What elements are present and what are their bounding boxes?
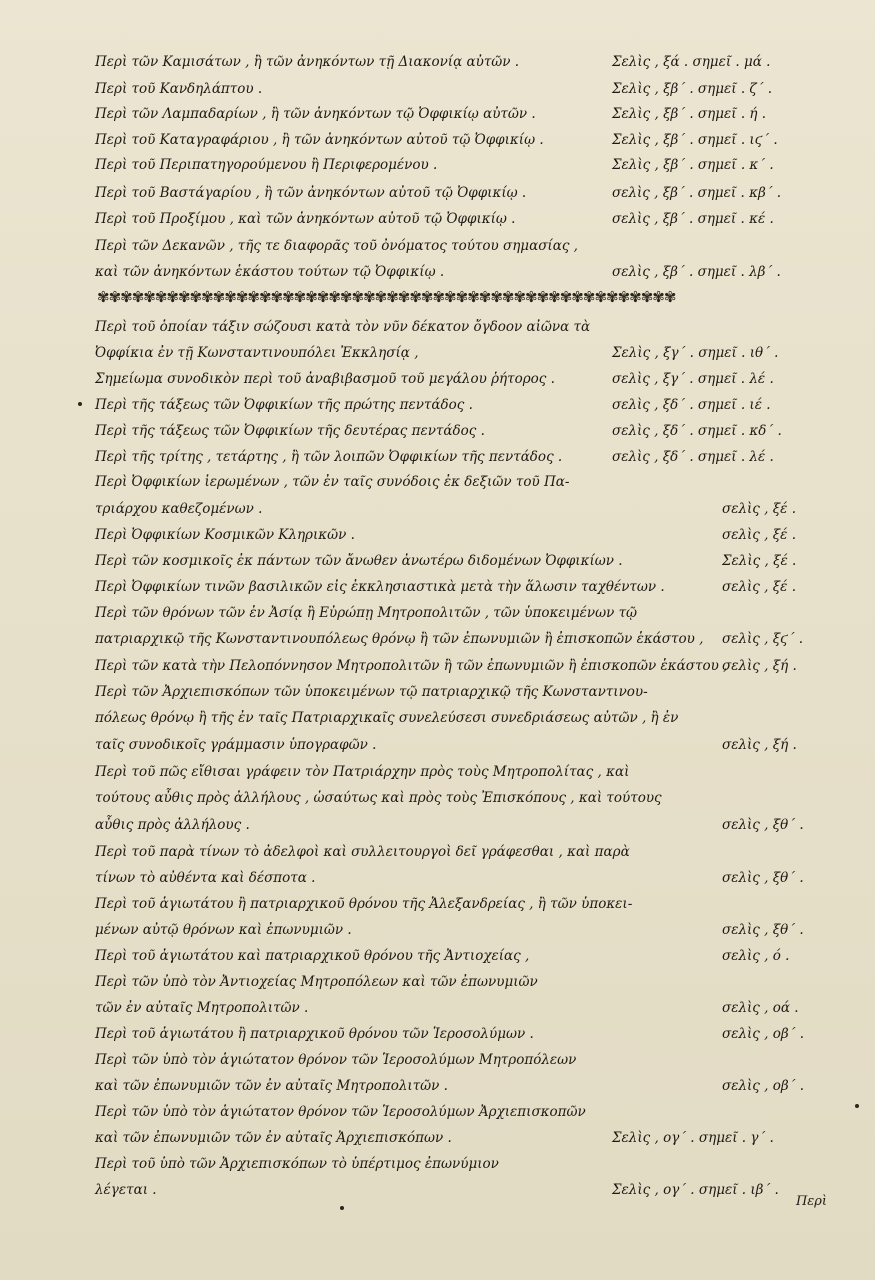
- toc-entry-title: Περὶ τοῦ Βαστάγαρίου , ἢ τῶν ἀνηκόντων αὐτοῦ τῷ Ὀφφικίῳ .: [95, 185, 527, 201]
- toc-entry-page-ref: σελὶς , ξθ΄ .: [722, 817, 804, 833]
- toc-entry: [0, 50, 875, 74]
- toc-entry: [0, 654, 875, 678]
- toc-entry: [0, 575, 875, 599]
- toc-entry: [0, 234, 875, 258]
- toc-entry: [0, 996, 875, 1020]
- toc-entry-title: Περὶ τῆς τάξεως τῶν Ὀφφικίων τῆς πρώτης πεντάδος .: [95, 397, 473, 413]
- toc-entry-page-ref: Σελὶς , ξγ΄ . σημεῖ . ιθ΄ .: [612, 345, 779, 361]
- toc-entry-page-ref: Σελὶς , ογ΄ . σημεῖ . γ΄ .: [612, 1130, 774, 1146]
- toc-entry: [0, 367, 875, 391]
- toc-entry-title: Περὶ τοῦ ὁποίαν τάξιν σώζουσι κατὰ τὸν νῦν δέκατον ὄγδοον αἰῶνα τὰ: [95, 319, 591, 335]
- toc-entry: [0, 627, 875, 651]
- toc-entry: [0, 1074, 875, 1098]
- toc-entry-title: καὶ τῶν ἐπωνυμιῶν τῶν ἐν αὐταῖς Μητροπολιτῶν .: [95, 1078, 448, 1094]
- toc-entry: [0, 393, 875, 417]
- toc-entry-title: Περὶ Ὀφφικίων τινῶν βασιλικῶν εἰς ἐκκλησιαστικὰ μετὰ τὴν ἅλωσιν ταχθέντων .: [95, 579, 665, 595]
- toc-entry-page-ref: σελὶς , ξϛ΄ .: [722, 631, 804, 647]
- toc-entry-title: Περὶ τῶν Καμισάτων , ἢ τῶν ἀνηκόντων τῇ Διακονίᾳ αὐτῶν .: [95, 54, 520, 70]
- toc-entry-title: μένων αὐτῷ θρόνων καὶ ἐπωνυμιῶν .: [95, 922, 352, 938]
- toc-entry-title: Περὶ τοῦ ἁγιωτάτου καὶ πατριαρχικοῦ θρόνου τῆς Ἀντιοχείας ,: [95, 948, 530, 964]
- ornamental-divider: ✾✾✾✾✾✾✾✾✾✾✾✾✾✾✾✾✾✾✾✾✾✾✾✾✾✾✾✾✾✾✾✾✾✾✾✾✾✾✾✾✾✾✾✾✾✾✾✾✾✾: [97, 288, 676, 306]
- toc-entry-title: Περὶ τῶν κοσμικοῖς ἐκ πάντων τῶν ἄνωθεν ἀνωτέρω διδομένων Ὀφφικίων .: [95, 553, 623, 569]
- toc-entry: [0, 77, 875, 101]
- toc-entry: [0, 601, 875, 625]
- toc-entry: [0, 760, 875, 784]
- toc-entry-title: αὖθις πρὸς ἀλλήλους .: [95, 817, 250, 833]
- toc-entry-page-ref: Σελὶς , ξβ΄ . σημεῖ . ιϛ΄ .: [612, 132, 778, 148]
- margin-mark: [340, 1206, 344, 1210]
- toc-entry: [0, 181, 875, 205]
- toc-entry-page-ref: σελὶς , ξέ .: [722, 501, 797, 517]
- toc-entry: [0, 207, 875, 231]
- toc-entry-title: πόλεως θρόνῳ ἢ τῆς ἐν ταῖς Πατριαρχικαῖς συνελεύσεσι συνεδριάσεως αὐτῶν , ἢ ἐν: [95, 710, 679, 726]
- toc-entry: [0, 419, 875, 443]
- toc-entry: [0, 153, 875, 177]
- margin-mark: [78, 402, 82, 406]
- toc-entry-title: καὶ τῶν ἀνηκόντων ἑκάστου τούτων τῷ Ὀφφικίῳ .: [95, 264, 445, 280]
- toc-entry-title: Περὶ τῶν Λαμπαδαρίων , ἢ τῶν ἀνηκόντων τῷ Ὀφφικίῳ αὐτῶν .: [95, 106, 536, 122]
- toc-entry: [0, 341, 875, 365]
- toc-entry-page-ref: σελὶς , ξή .: [722, 737, 797, 753]
- toc-entry-title: Περὶ τοῦ Προξίμου , καὶ τῶν ἀνηκόντων αὐτοῦ τῷ Ὀφφικίῳ .: [95, 211, 516, 227]
- toc-entry: [0, 944, 875, 968]
- toc-entry: [0, 445, 875, 469]
- toc-entry: [0, 1048, 875, 1072]
- toc-entry-page-ref: σελὶς , ξδ΄ . σημεῖ . λέ .: [612, 449, 774, 465]
- toc-entry: [0, 128, 875, 152]
- toc-entry-title: Περὶ τῶν Δεκανῶν , τῆς τε διαφορᾶς τοῦ ὀνόματος τούτου σημασίας ,: [95, 238, 578, 254]
- toc-entry-page-ref: σελὶς , ξβ΄ . σημεῖ . λβ΄ .: [612, 264, 781, 280]
- toc-entry-title: Περὶ τῶν ὑπὸ τὸν Ἀντιοχείας Μητροπόλεων καὶ τῶν ἐπωνυμιῶν: [95, 974, 538, 990]
- toc-entry: [0, 733, 875, 757]
- toc-entry: [0, 680, 875, 704]
- toc-entry: [0, 840, 875, 864]
- toc-entry: [0, 892, 875, 916]
- toc-entry-title: Περὶ τοῦ πῶς εἴθισαι γράφειν τὸν Πατριάρχην πρὸς τοὺς Μητροπολίτας , καὶ: [95, 764, 630, 780]
- toc-entry-title: Περὶ Ὀφφικίων ἱερωμένων , τῶν ἐν ταῖς συνόδοις ἐκ δεξιῶν τοῦ Πα-: [95, 474, 570, 490]
- toc-entry-page-ref: σελὶς , ξβ΄ . σημεῖ . κβ΄ .: [612, 185, 782, 201]
- toc-entry-title: Περὶ Ὀφφικίων Κοσμικῶν Κληρικῶν .: [95, 527, 355, 543]
- margin-mark: [855, 1104, 859, 1108]
- toc-entry-page-ref: σελὶς , ξδ΄ . σημεῖ . ιέ .: [612, 397, 771, 413]
- toc-entry: [0, 786, 875, 810]
- toc-entry-title: Περὶ τῶν ὑπὸ τὸν ἁγιώτατον θρόνον τῶν Ἱεροσολύμων Μητροπόλεων: [95, 1052, 577, 1068]
- toc-entry-title: Περὶ τῆς τρίτης , τετάρτης , ἢ τῶν λοιπῶν Ὀφφικίων τῆς πεντάδος .: [95, 449, 563, 465]
- toc-entry: [0, 1022, 875, 1046]
- toc-entry-title: Περὶ τῶν Ἀρχιεπισκόπων τῶν ὑποκειμένων τῷ πατριαρχικῷ τῆς Κωνσταντινου-: [95, 684, 648, 700]
- toc-entry-page-ref: Σελὶς , ξά . σημεῖ . μά .: [612, 54, 771, 70]
- toc-entry-title: Περὶ τοῦ Κανδηλάπτου .: [95, 81, 263, 97]
- toc-entry-page-ref: σελὶς , ξέ .: [722, 579, 797, 595]
- toc-entry-page-ref: σελὶς , ξδ΄ . σημεῖ . κδ΄ .: [612, 423, 782, 439]
- toc-entry-page-ref: σελὶς , οά .: [722, 1000, 799, 1016]
- toc-entry-title: Περὶ τοῦ ἁγιωτάτου ἢ πατριαρχικοῦ θρόνου τῆς Ἀλεξανδρείας , ἢ τῶν ὑποκει-: [95, 896, 633, 912]
- toc-entry-title: Περὶ τοῦ Περιπατηγορούμενου ἢ Περιφερομένου .: [95, 157, 438, 173]
- toc-entry-page-ref: Σελὶς , ξβ΄ . σημεῖ . ζ΄ .: [612, 81, 773, 97]
- toc-entry-title: λέγεται .: [95, 1182, 157, 1198]
- toc-entry-page-ref: σελὶς , ξγ΄ . σημεῖ . λέ .: [612, 371, 774, 387]
- toc-entry-page-ref: σελὶς , ξή .: [722, 658, 797, 674]
- toc-entry-title: Περὶ τῶν ὑπὸ τὸν ἁγιώτατον θρόνον τῶν Ἱεροσολύμων Ἀρχιεπισκοπῶν: [95, 1104, 586, 1120]
- toc-entry-title: Περὶ τῆς τάξεως τῶν Ὀφφικίων τῆς δευτέρας πεντάδος .: [95, 423, 485, 439]
- toc-entry: [0, 813, 875, 837]
- toc-entry-page-ref: σελὶς , ξθ΄ .: [722, 922, 804, 938]
- toc-entry: [0, 497, 875, 521]
- toc-entry: [0, 1126, 875, 1150]
- toc-entry-page-ref: σελὶς , ξθ΄ .: [722, 870, 804, 886]
- toc-entry-title: Περὶ τοῦ Καταγραφάριου , ἢ τῶν ἀνηκόντων αὐτοῦ τῷ Ὀφφικίῳ .: [95, 132, 544, 148]
- toc-entry: [0, 470, 875, 494]
- toc-entry-page-ref: Σελὶς , ξβ΄ . σημεῖ . κ΄ .: [612, 157, 774, 173]
- toc-entry: [0, 1178, 875, 1202]
- toc-entry-page-ref: σελὶς , οβ΄ .: [722, 1078, 805, 1094]
- toc-entry-title: καὶ τῶν ἐπωνυμιῶν τῶν ἐν αὐταῖς Ἀρχιεπισκόπων .: [95, 1130, 452, 1146]
- toc-entry-page-ref: Σελὶς , ογ΄ . σημεῖ . ιβ΄ .: [612, 1182, 779, 1198]
- toc-entry: [0, 523, 875, 547]
- toc-entry-page-ref: Σελὶς , ξβ΄ . σημεῖ . ή .: [612, 106, 767, 122]
- toc-entry-title: Περὶ τοῦ παρὰ τίνων τὸ ἀδελφοὶ καὶ συλλειτουργοὶ δεῖ γράφεσθαι , καὶ παρὰ: [95, 844, 630, 860]
- toc-entry-page-ref: σελὶς , οβ΄ .: [722, 1026, 805, 1042]
- toc-entry: [0, 918, 875, 942]
- toc-entry-page-ref: σελὶς , ξβ΄ . σημεῖ . κέ .: [612, 211, 774, 227]
- toc-entry-page-ref: σελὶς , ξέ .: [722, 527, 797, 543]
- toc-entry-title: τῶν ἐν αὐταῖς Μητροπολιτῶν .: [95, 1000, 309, 1016]
- toc-entry-title: τούτους αὖθις πρὸς ἀλλήλους , ὡσαύτως καὶ πρὸς τοὺς Ἐπισκόπους , καὶ τούτους: [95, 790, 662, 806]
- toc-entry-title: Περὶ τοῦ ὑπὸ τῶν Ἀρχιεπισκόπων τὸ ὑπέρτιμος ἐπωνύμιον: [95, 1156, 499, 1172]
- catchword: Περὶ: [795, 1194, 827, 1209]
- toc-entry-page-ref: σελὶς , ό .: [722, 948, 790, 964]
- toc-entry-title: Περὶ τοῦ ἁγιωτάτου ἢ πατριαρχικοῦ θρόνου τῶν Ἱεροσολύμων .: [95, 1026, 534, 1042]
- toc-entry-title: πατριαρχικῷ τῆς Κωνσταντινουπόλεως θρόνῳ ἢ τῶν ἐπωνυμιῶν ἢ ἐπισκοπῶν ἑκάστου ,: [95, 631, 704, 647]
- toc-entry-page-ref: Σελὶς , ξέ .: [722, 553, 797, 569]
- toc-entry: [0, 260, 875, 284]
- toc-entry: [0, 1152, 875, 1176]
- toc-entry-title: τίνων τὸ αὐθέντα καὶ δέσποτα .: [95, 870, 316, 886]
- toc-entry-title: ταῖς συνοδικοῖς γράμμασιν ὑπογραφῶν .: [95, 737, 377, 753]
- toc-entry-title: τριάρχου καθεζομένων .: [95, 501, 263, 517]
- toc-entry: [0, 315, 875, 339]
- toc-entry: [0, 970, 875, 994]
- toc-entry: [0, 1100, 875, 1124]
- toc-entry-title: Περὶ τῶν θρόνων τῶν ἐν Ἀσίᾳ ἢ Εὐρώπῃ Μητροπολιτῶν , τῶν ὑποκειμένων τῷ: [95, 605, 638, 621]
- toc-entry: [0, 549, 875, 573]
- toc-entry: [0, 706, 875, 730]
- toc-entry: [0, 102, 875, 126]
- toc-entry: [0, 866, 875, 890]
- toc-entry-title: Περὶ τῶν κατὰ τὴν Πελοπόννησον Μητροπολιτῶν ἢ τῶν ἐπωνυμιῶν ἢ ἐπισκοπῶν ἑκάστου ,: [95, 658, 728, 674]
- toc-entry-title: Σημείωμα συνοδικὸν περὶ τοῦ ἀναβιβασμοῦ τοῦ μεγάλου ῥήτορος .: [95, 371, 555, 387]
- toc-entry-title: Ὀφφίκια ἐν τῇ Κωνσταντινουπόλει Ἐκκλησίᾳ ,: [95, 345, 419, 361]
